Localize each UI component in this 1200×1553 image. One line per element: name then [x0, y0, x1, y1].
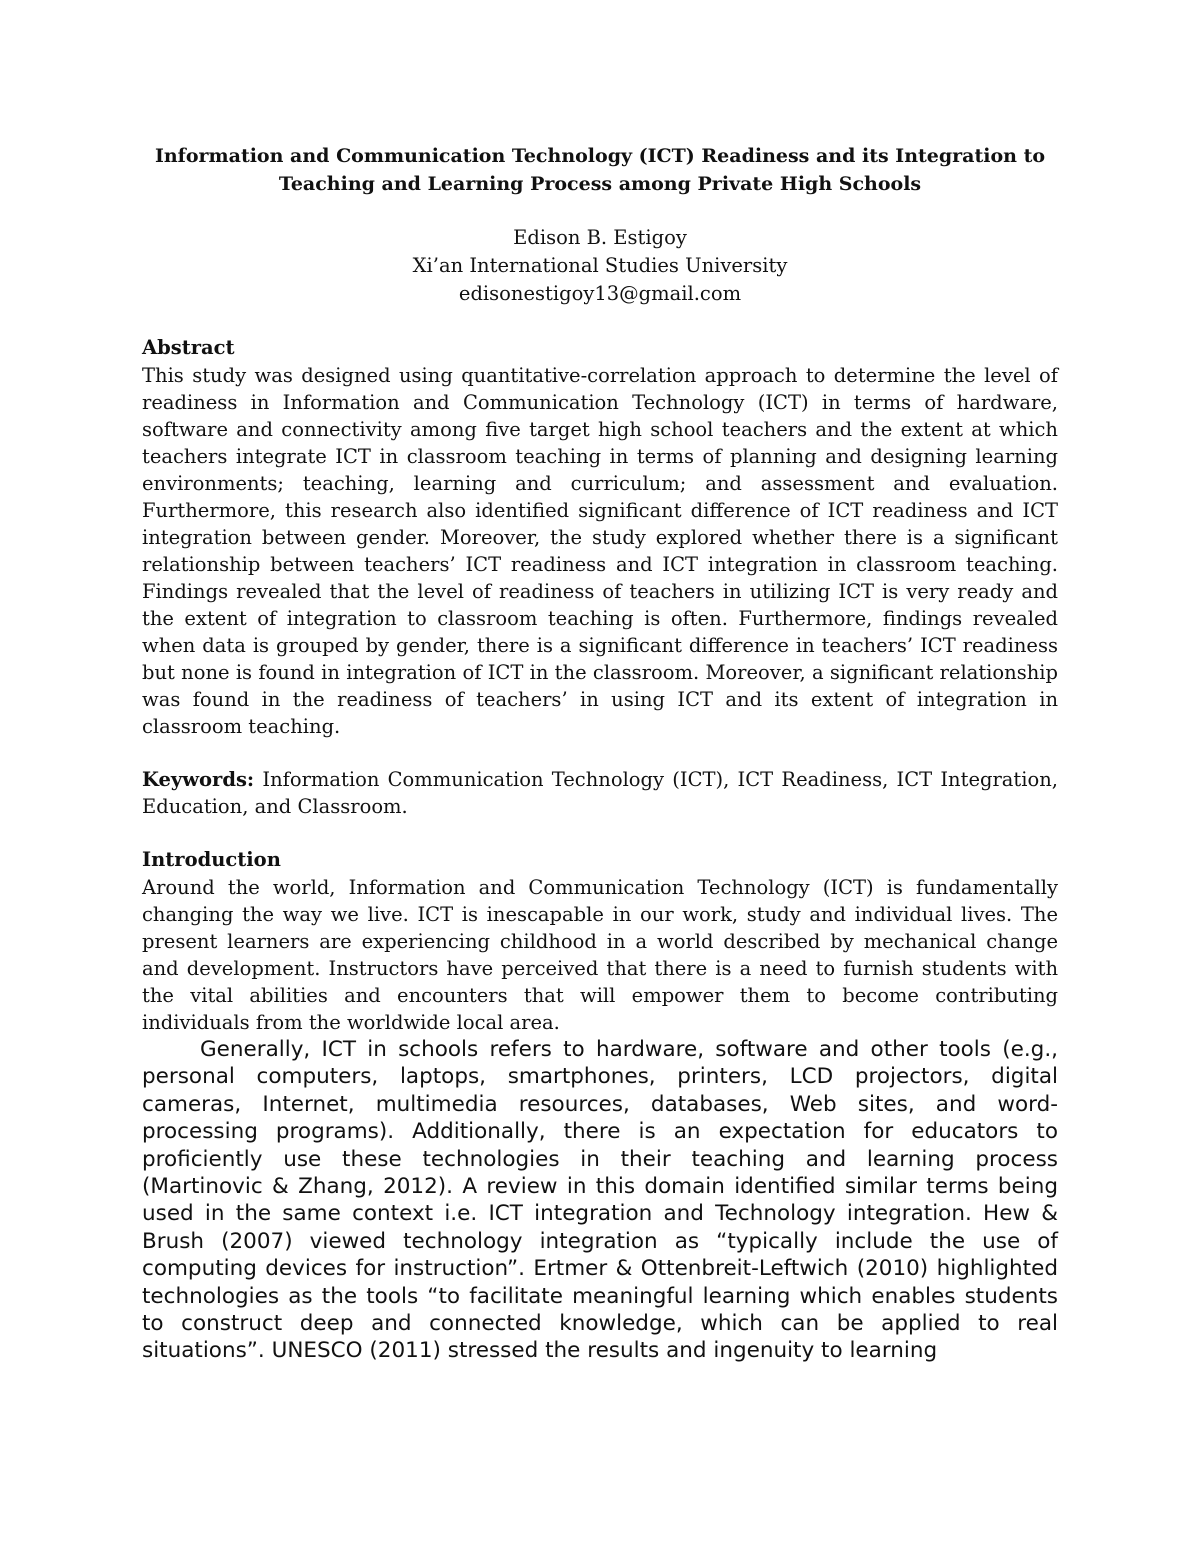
abstract-heading: Abstract: [142, 336, 235, 359]
paper-title: [142, 142, 1058, 198]
body-paragraph: Generally, ICT in schools refers to hardware, software and other tools (e.g., personal computers, laptops, smartphones, printers, LCD projectors, digital cameras, Internet, multimedia resources, databases, Web sites, and word-processing programs). Additionally, there is an expectation for educators to proficiently use these technologies in their teaching and learning process (Martinovic & Zhang, 2012). A review in this domain identified similar terms being used in the same context i.e. ICT integration and Technology integration. Hew & Brush (2007) viewed technology integration as “typically include the use of computing devices for instruction”. Ertmer & Ottenbreit-Leftwich (2010) highlighted technologies as the tools “to facilitate meaningful learning which enables students to construct deep and connected knowledge, which can be applied to real situations”. UNESCO (2011) stressed the results and ingenuity to learning: [142, 1037, 1058, 1364]
introduction-text: Around the world, Information and Communication Technology (ICT) is fundamentally changing the way we live. ICT is inescapable in our work, study and individual lives. The present learners are experiencing childhood in a world described by mechanical change and development. Instructors have perceived that there is a need to furnish students with the vital abilities and encounters that will empower them to become contributing individuals from the worldwide local area.: [142, 876, 1058, 1034]
paper-page: [142, 142, 1058, 1365]
keywords-label: Keywords:: [142, 768, 255, 791]
abstract-text: This study was designed using quantitative-correlation approach to determine the level of readiness in Information and Communication Technology (ICT) in terms of hardware, software and connectivity among five target high school teachers and the extent at which teachers integrate ICT in classroom teaching in terms of planning and designing learning environments; teaching, learning and curriculum; and assessment and evaluation. Furthermore, this research also identified significant difference of ICT readiness and ICT integration between gender. Moreover, the study explored whether there is a significant relationship between teachers’ ICT readiness and ICT integration in classroom teaching. Findings revealed that the level of readiness of teachers in utilizing ICT is very ready and the extent of integration to classroom teaching is often. Furthermore, findings revealed when data is grouped by gender, there is a significant difference in teachers’ ICT readiness but none is found in integration of ICT in the classroom. Moreover, a significant relationship was found in the readiness of teachers’ in using ICT and its extent of integration in classroom teaching.: [142, 364, 1058, 738]
introduction-heading: Introduction: [142, 848, 281, 871]
title-line-1: Information and Communication Technology (ICT) Readiness and its Integration to: [154, 145, 1046, 167]
author-affiliation: Xi’an International Studies University: [412, 254, 788, 277]
author-email: edisonestigoy13@gmail.com: [458, 282, 742, 305]
keywords-text: Information Communication Technology (ICT), ICT Readiness, ICT Integration, Education, and Classroom.: [142, 768, 1058, 818]
author-block: [142, 224, 1058, 308]
author-name: Edison B. Estigoy: [513, 226, 687, 249]
keywords-paragraph: [142, 766, 1058, 820]
title-line-2: Teaching and Learning Process among Private High Schools: [278, 173, 922, 195]
